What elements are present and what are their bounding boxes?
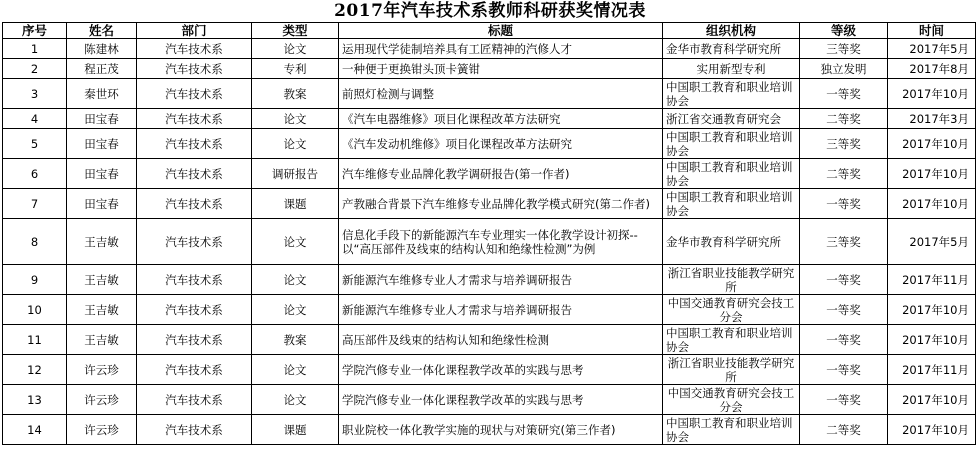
cell-title: 运用现代学徒制培养具有工匠精神的汽修人才 <box>339 39 663 59</box>
cell-date: 2017年10月 <box>888 79 976 109</box>
cell-name: 王吉敏 <box>67 265 137 295</box>
cell-type: 论文 <box>252 39 339 59</box>
cell-level: 二等奖 <box>800 415 888 445</box>
table-row <box>3 325 976 355</box>
cell-date: 2017年3月 <box>888 109 976 129</box>
table-row <box>3 385 976 415</box>
cell-level: 三等奖 <box>800 39 888 59</box>
table-row <box>3 39 976 59</box>
cell-name: 王吉敏 <box>67 295 137 325</box>
cell-no: 1 <box>3 39 67 59</box>
cell-type: 教案 <box>252 79 339 109</box>
cell-level: 一等奖 <box>800 385 888 415</box>
cell-org: 浙江省职业技能教学研究所 <box>663 355 800 385</box>
cell-org: 浙江省职业技能教学研究所 <box>663 265 800 295</box>
cell-level: 一等奖 <box>800 325 888 355</box>
cell-dept: 汽车技术系 <box>137 415 252 445</box>
cell-dept: 汽车技术系 <box>137 39 252 59</box>
cell-type: 论文 <box>252 385 339 415</box>
cell-org: 中国职工教育和职业培训协会 <box>663 79 800 109</box>
table-row <box>3 189 976 219</box>
cell-type: 课题 <box>252 415 339 445</box>
cell-level: 二等奖 <box>800 159 888 189</box>
cell-dept: 汽车技术系 <box>137 295 252 325</box>
cell-level: 一等奖 <box>800 189 888 219</box>
cell-level: 三等奖 <box>800 219 888 265</box>
cell-date: 2017年8月 <box>888 59 976 79</box>
table-row <box>3 295 976 325</box>
table-row <box>3 219 976 265</box>
cell-title: 高压部件及线束的结构认知和绝缘性检测 <box>339 325 663 355</box>
cell-type: 论文 <box>252 355 339 385</box>
column-header-date: 时间 <box>888 23 976 39</box>
cell-date: 2017年5月 <box>888 219 976 265</box>
awards-table <box>2 22 976 445</box>
cell-level: 三等奖 <box>800 129 888 159</box>
cell-date: 2017年11月 <box>888 355 976 385</box>
cell-dept: 汽车技术系 <box>137 79 252 109</box>
cell-name: 田宝春 <box>67 109 137 129</box>
cell-no: 9 <box>3 265 67 295</box>
cell-type: 课题 <box>252 189 339 219</box>
table-row <box>3 415 976 445</box>
cell-no: 6 <box>3 159 67 189</box>
header-row <box>3 23 976 39</box>
cell-name: 许云珍 <box>67 415 137 445</box>
cell-type: 论文 <box>252 109 339 129</box>
cell-dept: 汽车技术系 <box>137 159 252 189</box>
cell-dept: 汽车技术系 <box>137 189 252 219</box>
cell-title: 《汽车电器维修》项目化课程改革方法研究 <box>339 109 663 129</box>
cell-name: 许云珍 <box>67 355 137 385</box>
sheet-title: 2017年汽车技术系教师科研获奖情况表 <box>334 1 646 21</box>
cell-type: 专利 <box>252 59 339 79</box>
cell-no: 5 <box>3 129 67 159</box>
column-header-dept: 部门 <box>137 23 252 39</box>
table-row <box>3 79 976 109</box>
cell-dept: 汽车技术系 <box>137 109 252 129</box>
cell-dept: 汽车技术系 <box>137 129 252 159</box>
table-row <box>3 59 976 79</box>
column-header-title: 标题 <box>339 23 663 39</box>
cell-name: 王吉敏 <box>67 219 137 265</box>
table-row <box>3 109 976 129</box>
cell-no: 3 <box>3 79 67 109</box>
cell-no: 7 <box>3 189 67 219</box>
cell-type: 论文 <box>252 129 339 159</box>
cell-no: 4 <box>3 109 67 129</box>
cell-type: 调研报告 <box>252 159 339 189</box>
cell-org: 中国职工教育和职业培训协会 <box>663 189 800 219</box>
cell-title: 学院汽修专业一体化课程教学改革的实践与思考 <box>339 385 663 415</box>
cell-title: 《汽车发动机维修》项目化课程改革方法研究 <box>339 129 663 159</box>
cell-org: 金华市教育科学研究所 <box>663 219 800 265</box>
cell-level: 一等奖 <box>800 355 888 385</box>
column-header-type: 类型 <box>252 23 339 39</box>
cell-org: 浙江省交通教育研究会 <box>663 109 800 129</box>
cell-type: 论文 <box>252 265 339 295</box>
cell-no: 14 <box>3 415 67 445</box>
cell-no: 11 <box>3 325 67 355</box>
cell-date: 2017年11月 <box>888 265 976 295</box>
cell-title: 学院汽修专业一体化课程教学改革的实践与思考 <box>339 355 663 385</box>
column-header-name: 姓名 <box>67 23 137 39</box>
cell-level: 二等奖 <box>800 109 888 129</box>
cell-date: 2017年10月 <box>888 189 976 219</box>
cell-date: 2017年10月 <box>888 325 976 355</box>
cell-date: 2017年10月 <box>888 129 976 159</box>
cell-name: 田宝春 <box>67 159 137 189</box>
cell-level: 一等奖 <box>800 295 888 325</box>
cell-org: 金华市教育科学研究所 <box>663 39 800 59</box>
cell-dept: 汽车技术系 <box>137 219 252 265</box>
cell-name: 田宝春 <box>67 189 137 219</box>
cell-date: 2017年10月 <box>888 385 976 415</box>
cell-name: 王吉敏 <box>67 325 137 355</box>
column-header-no: 序号 <box>3 23 67 39</box>
table-row <box>3 355 976 385</box>
cell-org: 中国职工教育和职业培训协会 <box>663 415 800 445</box>
cell-type: 教案 <box>252 325 339 355</box>
cell-title: 新能源汽车维修专业人才需求与培养调研报告 <box>339 295 663 325</box>
cell-title: 信息化手段下的新能源汽车专业理实一体化教学设计初探--以“高压部件及线束的结构认知和绝缘性检测”为例 <box>339 219 663 265</box>
cell-title: 汽车维修专业品牌化教学调研报告(第一作者) <box>339 159 663 189</box>
cell-name: 陈建林 <box>67 39 137 59</box>
cell-org: 中国职工教育和职业培训协会 <box>663 325 800 355</box>
cell-title: 产教融合背景下汽车维修专业品牌化教学模式研究(第二作者) <box>339 189 663 219</box>
cell-date: 2017年10月 <box>888 295 976 325</box>
cell-date: 2017年10月 <box>888 415 976 445</box>
cell-no: 10 <box>3 295 67 325</box>
cell-title: 新能源汽车维修专业人才需求与培养调研报告 <box>339 265 663 295</box>
cell-org: 中国交通教育研究会技工分会 <box>663 385 800 415</box>
cell-title: 职业院校一体化教学实施的现状与对策研究(第三作者) <box>339 415 663 445</box>
cell-level: 一等奖 <box>800 265 888 295</box>
table-row <box>3 265 976 295</box>
cell-level: 一等奖 <box>800 79 888 109</box>
cell-dept: 汽车技术系 <box>137 385 252 415</box>
cell-dept: 汽车技术系 <box>137 59 252 79</box>
cell-org: 中国职工教育和职业培训协会 <box>663 129 800 159</box>
cell-dept: 汽车技术系 <box>137 325 252 355</box>
cell-no: 13 <box>3 385 67 415</box>
column-header-level: 等级 <box>800 23 888 39</box>
cell-title: 一种便于更换钳头顶卡簧钳 <box>339 59 663 79</box>
column-header-org: 组织机构 <box>663 23 800 39</box>
cell-org: 中国交通教育研究会技工分会 <box>663 295 800 325</box>
cell-dept: 汽车技术系 <box>137 265 252 295</box>
table-row <box>3 129 976 159</box>
cell-name: 田宝春 <box>67 129 137 159</box>
cell-type: 论文 <box>252 295 339 325</box>
cell-org: 实用新型专利 <box>663 59 800 79</box>
cell-date: 2017年5月 <box>888 39 976 59</box>
cell-no: 8 <box>3 219 67 265</box>
cell-name: 程正茂 <box>67 59 137 79</box>
cell-date: 2017年10月 <box>888 159 976 189</box>
cell-org: 中国职工教育和职业培训协会 <box>663 159 800 189</box>
cell-name: 秦世环 <box>67 79 137 109</box>
cell-level: 独立发明 <box>800 59 888 79</box>
cell-dept: 汽车技术系 <box>137 355 252 385</box>
cell-type: 论文 <box>252 219 339 265</box>
cell-no: 12 <box>3 355 67 385</box>
cell-title: 前照灯检测与调整 <box>339 79 663 109</box>
cell-no: 2 <box>3 59 67 79</box>
table-row <box>3 159 976 189</box>
cell-name: 许云珍 <box>67 385 137 415</box>
